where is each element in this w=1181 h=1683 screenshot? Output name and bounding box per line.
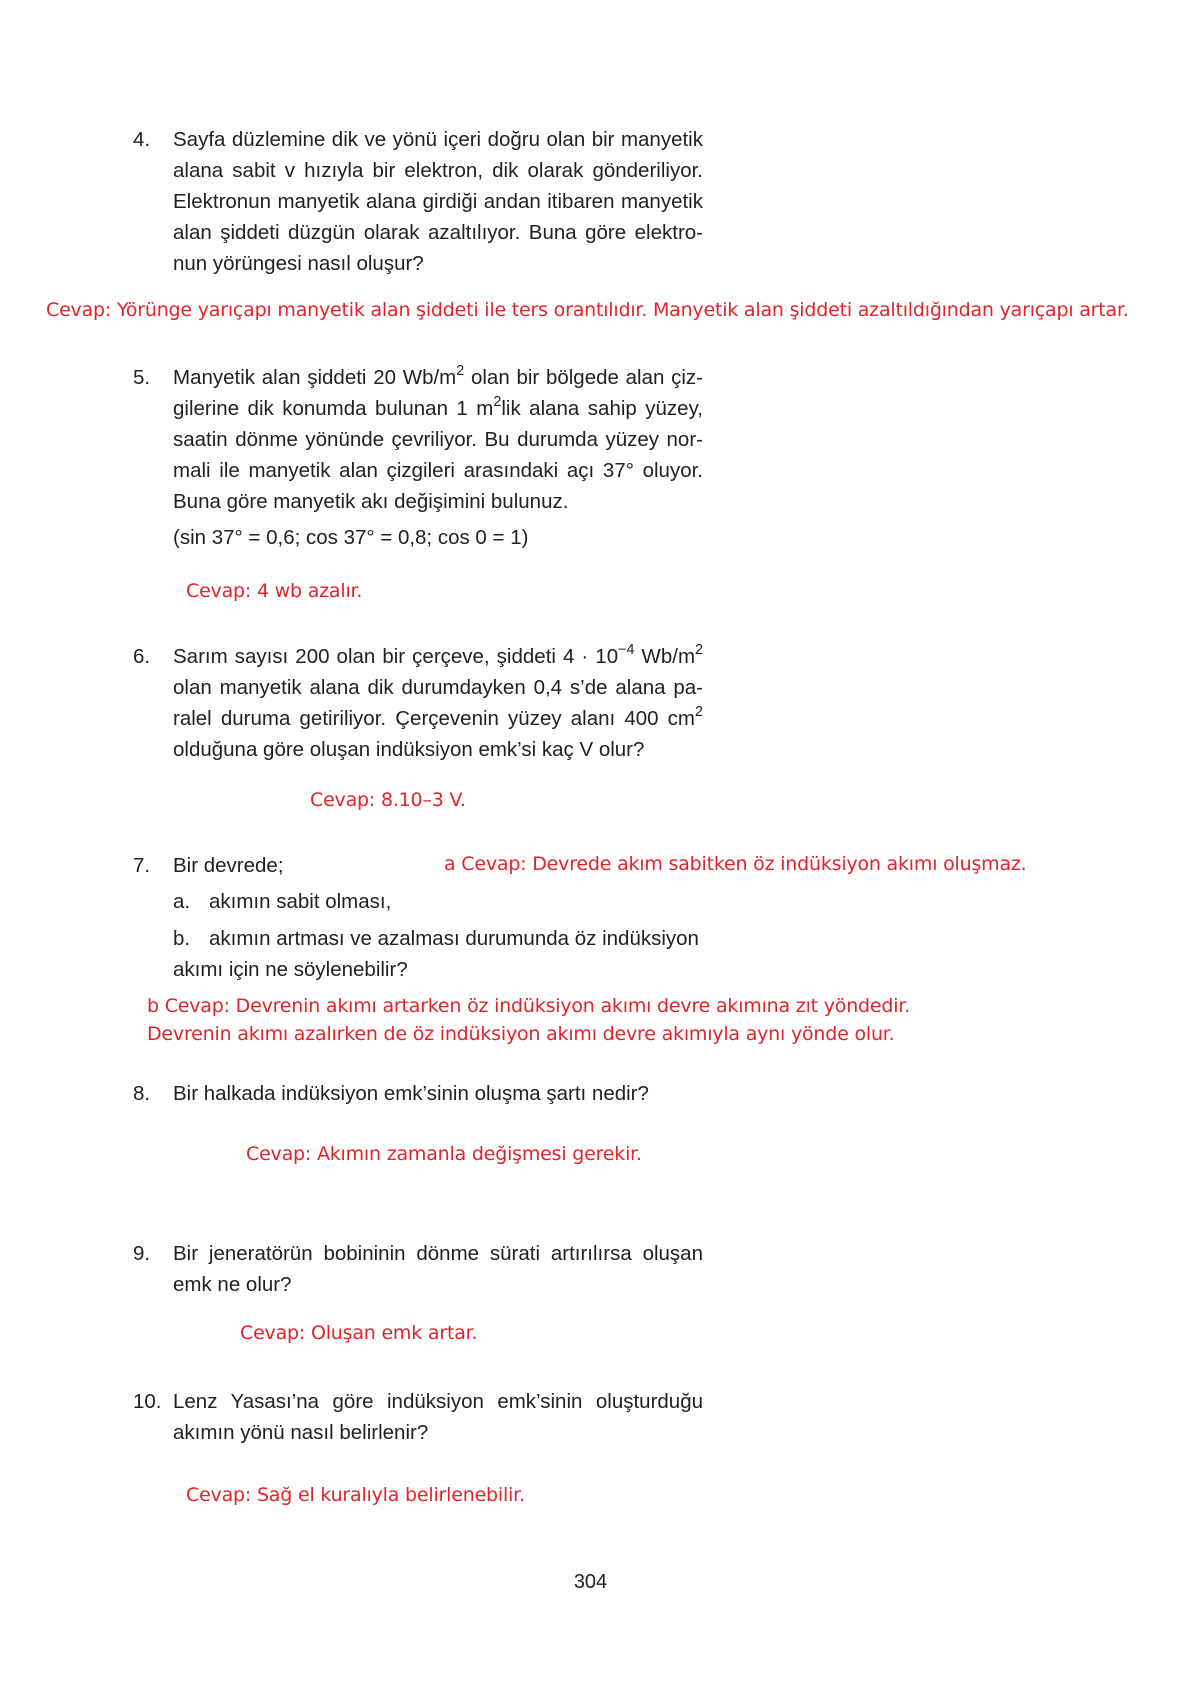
question-text: Bir jeneratörün bobininin dönme sürati artırılırsa oluşan emk ne olur? xyxy=(173,1242,703,1296)
question-5 xyxy=(133,362,703,553)
question-text: Manyetik alan şiddeti 20 $Wb/m^2$ olan bir bölgede alan çiz- gilerine dik konumda bulunan 1 $m^2lik$ alana sahip yüzey, saatin dönme yönünde çevriliyor. Bu durumda yüzey nor- mali ile manyetik alan çizgileri arasındaki açı 37° oluyor. Buna göre manyetik akı değişimini bulunuz. (sin 37° = 0,6; cos 37° = 0,8; cos 0 = 1) xyxy=(173,362,703,553)
answer-7b-line2: Devrenin akımı azalırken de öz indüksiyon akımı devre akımıyla aynı yönde olur. xyxy=(147,1023,895,1045)
question-number: 7. xyxy=(133,854,151,877)
question-number: 5. xyxy=(133,366,151,389)
answer-9: Cevap: Oluşan emk artar. xyxy=(240,1322,478,1344)
answer-7b-line1: b Cevap: Devrenin akımı artarken öz indüksiyon akımı devre akımına zıt yöndedir. xyxy=(147,995,911,1017)
answer-5: Cevap: 4 wb azalır. xyxy=(186,580,363,602)
question-text: Lenz Yasası’na göre indüksiyon emk’sinin oluşturduğu akımın yönü nasıl belirlenir? xyxy=(173,1390,703,1444)
question-text: Bir halkada indüksiyon emk’sinin oluşma şartı nedir? xyxy=(173,1082,649,1105)
question-text: Sarım sayısı 200 olan bir çerçeve, şiddeti $4 \cdot 10^{-4}$ $Wb/m^2$ olan manyetik alana dik durumdayken 0,4 s’de alana pa- ralel duruma getiriliyor. Çerçevenin yüzey alanı 400 $cm^2$ olduğuna göre oluşan indüksiyon emk’si kaç V olur? xyxy=(173,642,704,761)
question-number: 8. xyxy=(133,1082,151,1105)
question-6 xyxy=(133,641,703,765)
question-8 xyxy=(133,1078,703,1109)
question-10 xyxy=(133,1386,703,1448)
question-number: 4. xyxy=(133,128,151,151)
page-number: 304 xyxy=(573,1571,608,1593)
given-values: (sin 37° = 0,6; cos 37° = 0,8; cos 0 = 1) xyxy=(173,526,529,549)
question-9 xyxy=(133,1238,703,1300)
answer-4: Cevap: Yörünge yarıçapı manyetik alan şiddeti ile ters orantılıdır. Manyetik alan şiddeti azaltıldığından yarıçapı artar. xyxy=(46,299,1129,321)
answer-7a: a Cevap: Devrede akım sabitken öz indüksiyon akımı oluşmaz. xyxy=(444,853,1027,875)
answer-10: Cevap: Sağ el kuralıyla belirlenebilir. xyxy=(186,1484,525,1506)
question-7: 7. Bir devrede; a. akımın sabit olması, b. akımın artması ve azalması durumunda öz indüksiyon akımı için ne söylenebilir? xyxy=(133,850,703,985)
option-b: b. akımın artması ve azalması durumunda öz indüksiyon xyxy=(173,927,699,950)
answer-6: Cevap: 8.10–3 V. xyxy=(310,789,466,811)
question-text: Sayfa düzlemine dik ve yönü içeri doğru olan bir manyetik alana sabit v hızıyla bir elektron, dik olarak gönderiliyor. Elektronun manyetik alana girdiği andan itibaren manyetik alan şiddeti düzgün olarak azaltılıyor. Buna göre elektro- nun yörüngesi nasıl oluşur? xyxy=(173,128,703,275)
answer-8: Cevap: Akımın zamanla değişmesi gerekir. xyxy=(246,1143,642,1165)
question-number: 10. xyxy=(133,1390,162,1413)
question-4 xyxy=(133,124,703,279)
question-number: 9. xyxy=(133,1242,151,1265)
option-a: a. akımın sabit olması, xyxy=(173,890,392,913)
question-number: 6. xyxy=(133,645,151,668)
